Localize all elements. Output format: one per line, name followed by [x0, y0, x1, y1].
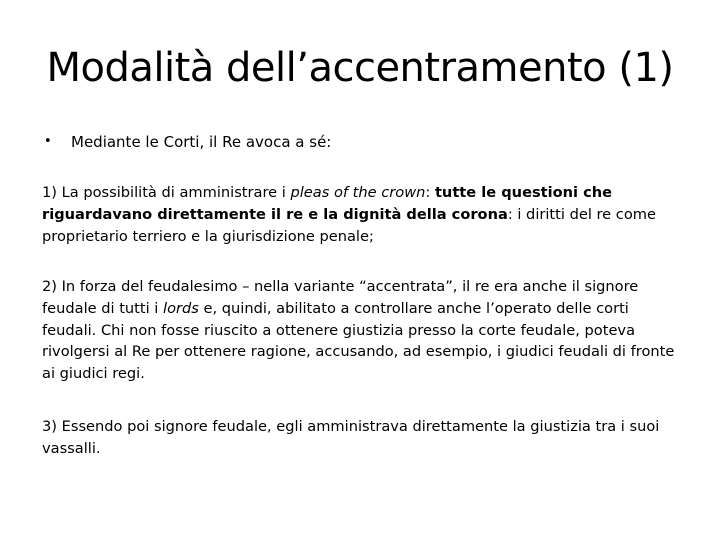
paragraph-1-italic-pleas: pleas of the crown — [290, 184, 426, 201]
paragraph-1-text-c: : i diritti del re come proprietario terriero e la giurisdizione penale; — [42, 205, 656, 245]
bullet-text: Mediante le Corti, il Re avoca a sé: — [71, 133, 332, 151]
paragraph-2-text-b: e, quindi, abilitato a controllare anche l’operato delle corti feudali. Chi non fosse riuscito a ottenere giustizia presso la corte feudale, poteva rivolgersi al Re per ottenere ragione, accusando, ad esempio, i giudici feudali di fronte ai giudici regi. — [42, 299, 675, 383]
bullet-dot-icon: • — [44, 134, 52, 149]
paragraph-1-bold-text: tutte le questioni che riguardavano direttamente il re e la dignità della corona — [42, 184, 613, 223]
paragraph-1-text-b: : — [425, 184, 435, 201]
paragraph-1 — [42, 182, 682, 247]
paragraph-1-text-a: 1) La possibilità di amministrare i — [42, 184, 291, 201]
slide-title: Modalità dell’accentramento (1) — [46, 45, 674, 91]
paragraph-2-text-a: 2) In forza del feudalesimo – nella variante “accentrata”, il re era anche il signore feudale di tutti i — [42, 278, 639, 317]
paragraph-3 — [42, 416, 682, 460]
paragraph-3-text: 3) Essendo poi signore feudale, egli amministrava direttamente la giustizia tra i suoi vassalli. — [42, 418, 660, 457]
paragraph-2-italic-lords: lords — [163, 299, 199, 317]
paragraph-2 — [42, 276, 682, 385]
